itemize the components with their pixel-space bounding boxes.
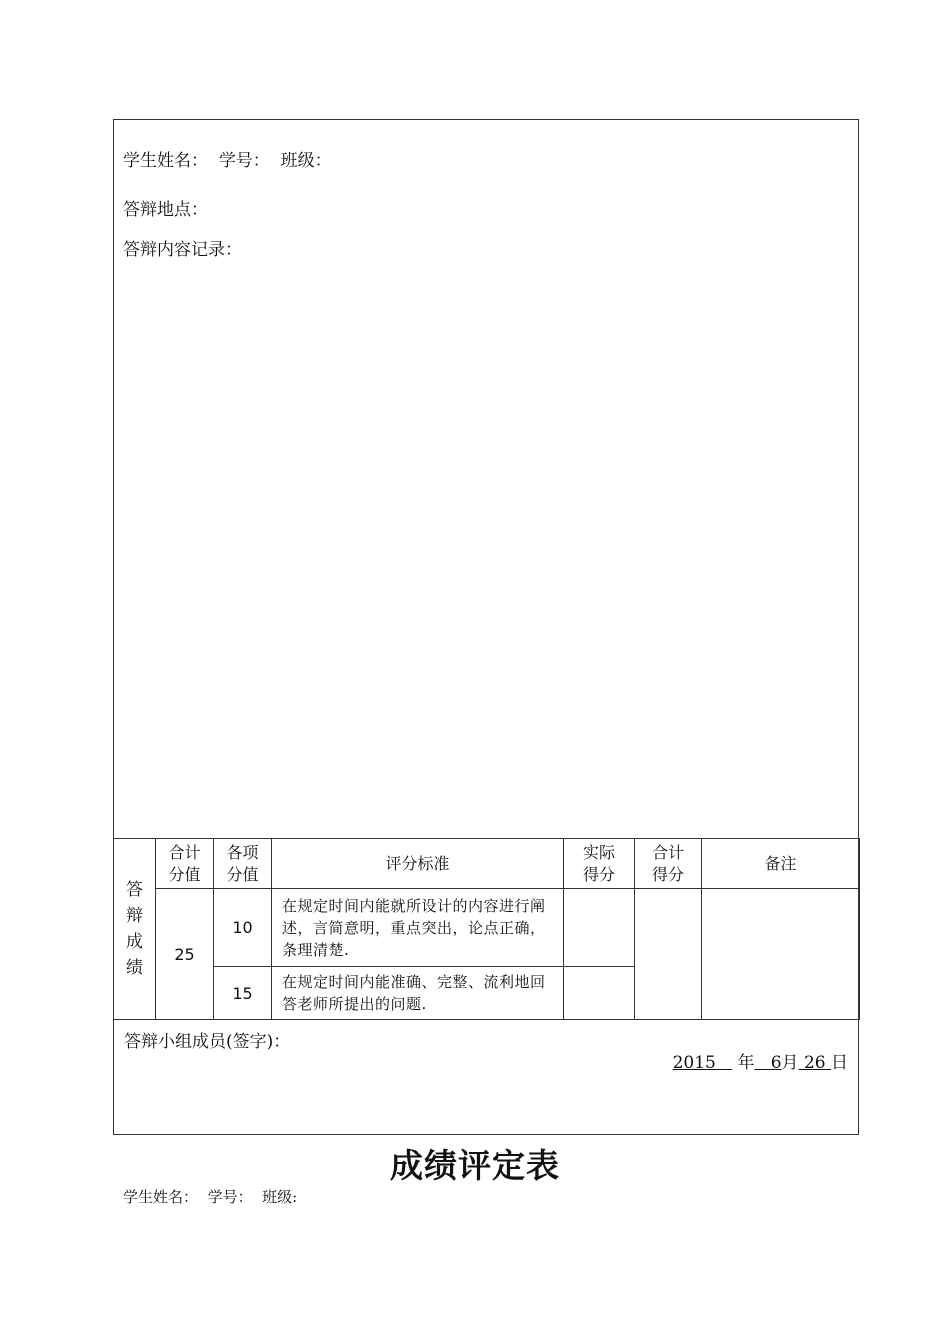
date-year: 2015 [672,1053,716,1073]
total-score-cell[interactable] [635,889,702,1020]
footer-student-id-label: 学号： [207,1188,253,1206]
actual-score-cell[interactable] [564,889,635,967]
page-title: 成绩评定表 [390,1146,560,1185]
date-day: 26 [803,1053,826,1073]
col-criteria: 评分标准 [272,839,564,889]
col-item-value: 各项 分值 [214,839,272,889]
col-actual-score: 实际 得分 [564,839,635,889]
date-month-unit: 月 [781,1053,799,1073]
col-remarks: 备注 [702,839,860,889]
defense-location-label: 答辩地点： [123,200,208,220]
student-name-label: 学生姓名： [123,151,208,171]
footer-student-name-label: 学生姓名： [123,1188,199,1206]
actual-score-cell[interactable] [564,967,635,1020]
date-day-unit: 日 [831,1053,848,1073]
footer-class-label: 班级: [262,1188,298,1206]
student-id-label: 学号： [218,151,270,171]
footer-student-info [123,1186,297,1207]
total-value-cell: 25 [156,889,214,1020]
col-total-score: 合计 得分 [635,839,702,889]
criteria-cell: 在规定时间内能准确、完整、流利地回答老师所提出的问题. [272,967,564,1020]
defense-record-label: 答辩内容记录： [123,240,242,260]
table-row [114,889,860,967]
criteria-cell: 在规定时间内能就所设计的内容进行阐述，言简意明，重点突出，论点正确，条理清楚. [272,889,564,967]
item-value-cell: 15 [214,967,272,1020]
grading-header-row [114,839,860,889]
student-info-line [123,146,332,171]
signature-date [673,1048,848,1073]
item-value-cell: 10 [214,889,272,967]
defense-score-label: 答 辩 成 绩 [114,839,156,1020]
date-month: 6 [770,1053,782,1073]
class-label: 班级： [280,151,332,171]
grading-table [113,838,860,1020]
signature-label: 答辩小组成员(签字)： [124,1032,291,1052]
signature-panel [113,1021,859,1135]
col-total-value: 合计 分值 [156,839,214,889]
date-year-unit: 年 [737,1053,755,1073]
remarks-cell[interactable] [702,889,860,1020]
